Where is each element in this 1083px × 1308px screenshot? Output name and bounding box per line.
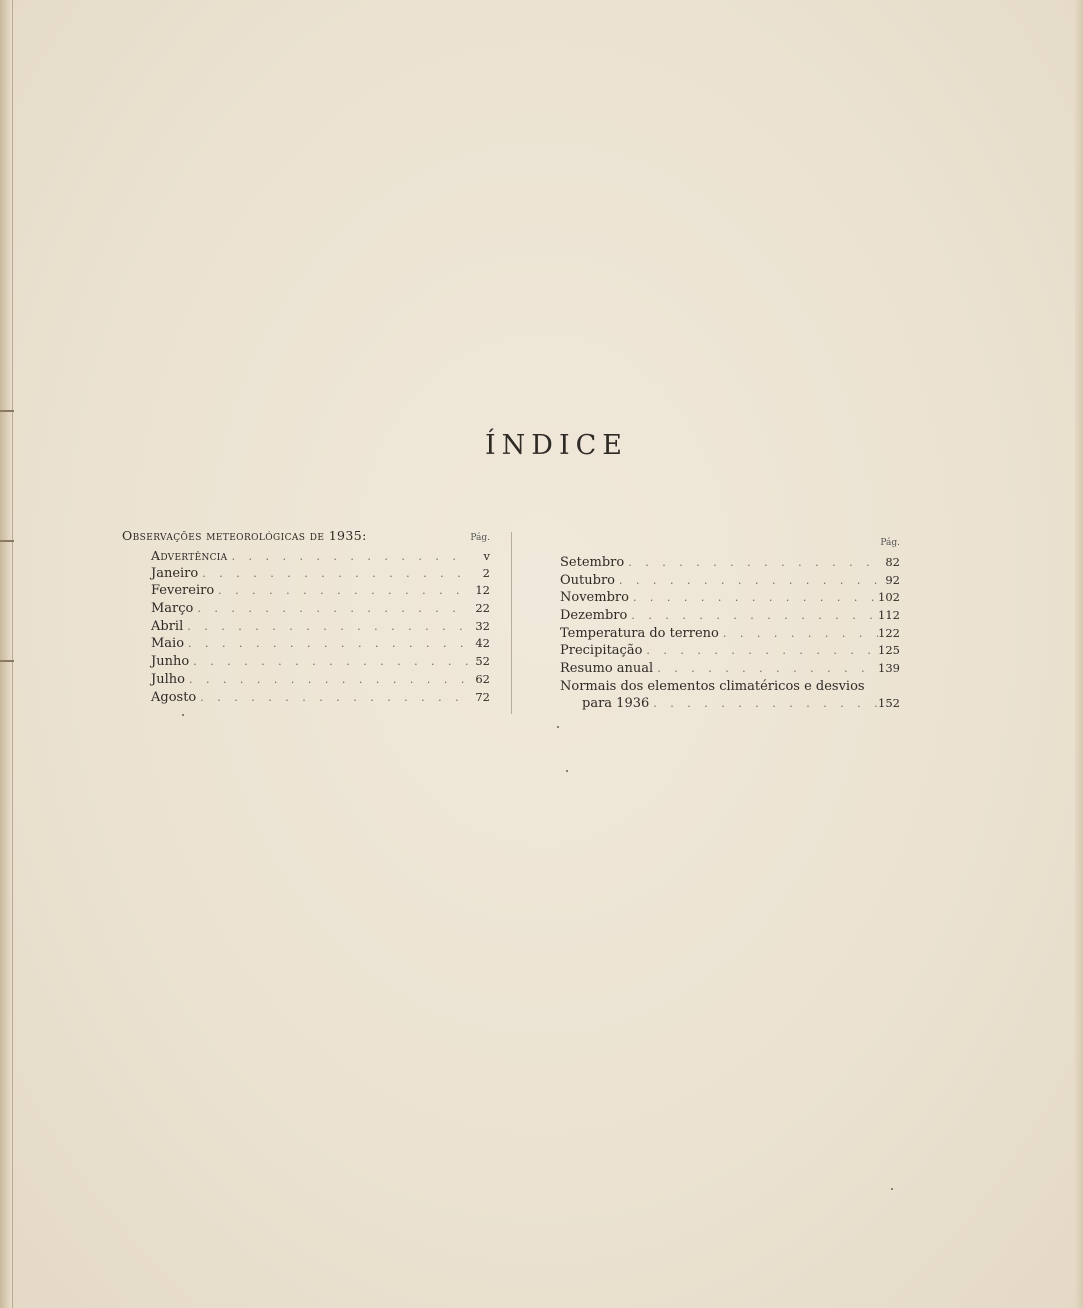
paper-speck: [891, 1188, 893, 1190]
entry-page: 72: [475, 689, 490, 704]
index-entry: [122, 672, 490, 690]
binding-tick: [0, 540, 14, 542]
entry-label: Outubro: [560, 572, 615, 588]
leader-dots: [189, 655, 468, 668]
index-entry: [122, 548, 490, 566]
index-entry: [122, 636, 490, 654]
entry-page: 22: [475, 601, 490, 616]
index-entry: [560, 643, 900, 661]
entry-label: Fevereiro: [151, 583, 215, 599]
entry-label: Janeiro: [151, 565, 199, 581]
entry-label: Abril: [151, 618, 184, 634]
entry-page: 102: [878, 590, 900, 605]
index-entry: [122, 583, 490, 601]
index-entry: [560, 608, 900, 626]
leader-dots: [642, 644, 878, 657]
entry-label-line1: Normais dos elementos climatéricos e desvios: [560, 678, 865, 694]
entry-page: 2: [482, 565, 490, 580]
entry-label: Temperatura do terreno: [560, 625, 719, 641]
binding-tick: [0, 410, 14, 412]
paper-speck: [566, 770, 568, 772]
leader-dots: [653, 662, 878, 675]
leader-dots: [183, 620, 468, 633]
entry-page: 42: [475, 636, 490, 651]
leader-dots: [615, 574, 878, 587]
entry-page: v: [483, 549, 490, 563]
entry-label: Dezembro: [560, 608, 628, 624]
entry-page: 62: [475, 671, 490, 686]
entry-label: Novembro: [560, 590, 629, 606]
paper-speck: [557, 726, 559, 728]
entry-page: 112: [878, 608, 900, 623]
index-entry: [560, 573, 900, 591]
leader-dots: [627, 609, 878, 622]
index-entry: [560, 590, 900, 608]
entry-page: 92: [885, 572, 900, 587]
entry-page: 139: [878, 661, 900, 676]
binding-tick: [0, 660, 14, 662]
section-header: [122, 528, 490, 548]
entry-page: 82: [885, 555, 900, 569]
entry-label: Julho: [151, 671, 185, 687]
leader-dots: [196, 691, 468, 704]
page-column-label: Pág.: [470, 533, 490, 543]
entry-page: 152: [878, 695, 900, 710]
leader-dots: [629, 591, 878, 604]
entry-label: Setembro: [560, 555, 625, 570]
entry-label-line2: para 1936: [582, 695, 650, 711]
entry-page: 12: [475, 583, 490, 598]
entry-label: Advertência: [151, 548, 228, 563]
entry-label: Maio: [151, 636, 185, 652]
index-entry: [122, 566, 490, 584]
entry-page: 122: [878, 625, 900, 640]
page-edge: [1075, 0, 1083, 1308]
paper-speck: [182, 714, 184, 716]
leader-dots: [624, 556, 878, 569]
index-entry: [122, 619, 490, 637]
leader-dots: [193, 602, 468, 615]
index-entry: [122, 690, 490, 708]
index-entry: [122, 601, 490, 619]
column-divider: [511, 532, 512, 714]
section-title: Observações meteorológicas de 1935:: [122, 528, 367, 543]
index-entry: [560, 626, 900, 644]
index-right-column: [560, 538, 900, 714]
entry-label: Março: [151, 601, 194, 617]
page-column-label: Pág.: [880, 538, 900, 548]
leader-dots: [185, 673, 468, 686]
leader-dots: [719, 627, 878, 640]
entry-page: 32: [475, 618, 490, 633]
page-title: ÍNDICE: [485, 430, 628, 461]
index-entry: [560, 555, 900, 573]
entry-label: Precipitação: [560, 643, 643, 659]
entry-label: Junho: [151, 654, 190, 670]
leader-dots: [214, 584, 468, 597]
index-left-column: [122, 528, 490, 707]
leader-dots: [184, 637, 468, 650]
entry-label: Agosto: [151, 689, 197, 705]
entry-label: Resumo anual: [560, 661, 654, 677]
leader-dots: [227, 550, 468, 563]
index-entry: [560, 696, 900, 714]
leader-dots: [649, 697, 878, 710]
index-entry: [122, 654, 490, 672]
entry-page: 52: [475, 654, 490, 669]
index-entry: [560, 661, 900, 679]
entry-page: 125: [878, 643, 900, 658]
leader-dots: [198, 567, 468, 580]
page-spine: [0, 0, 13, 1308]
